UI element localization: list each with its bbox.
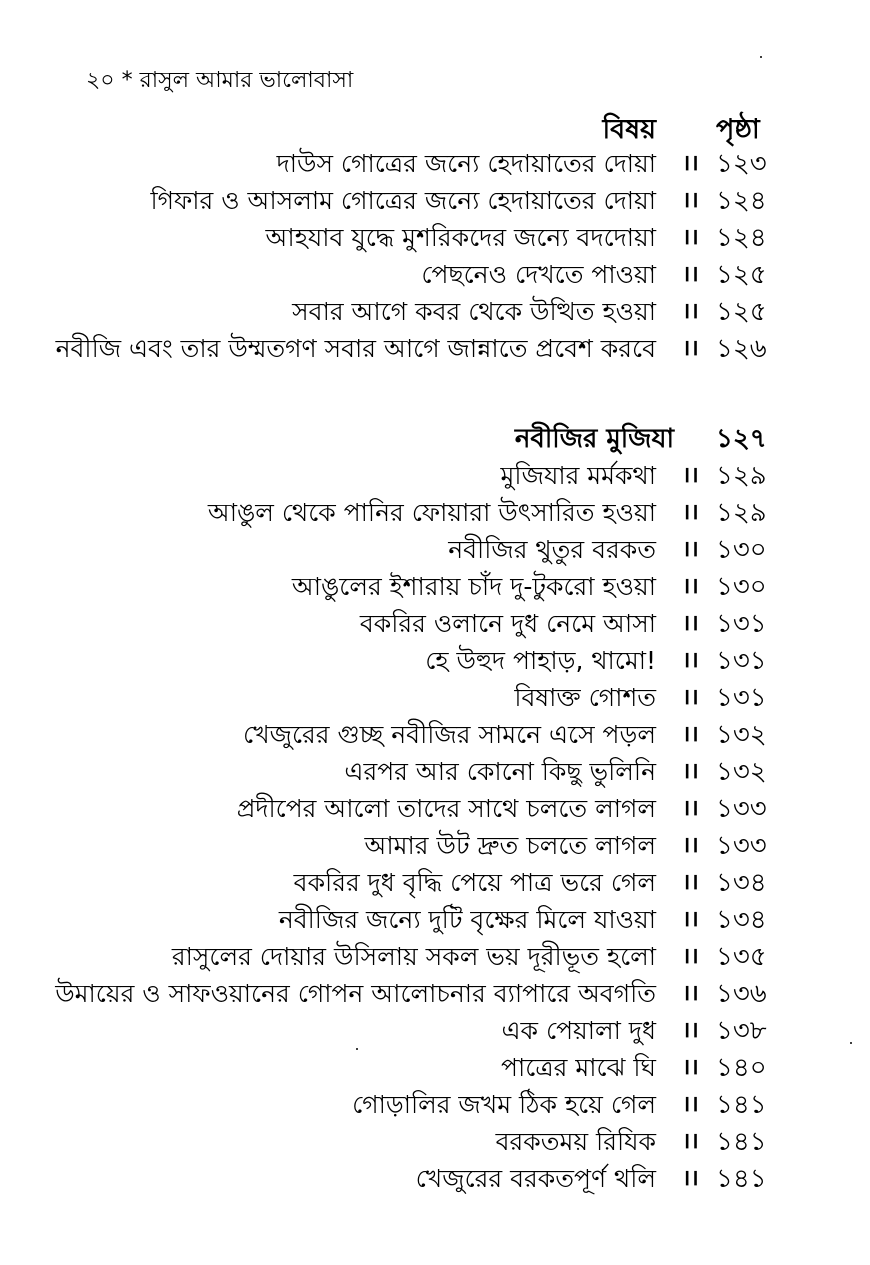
section-title: নবীজির মুজিযা bbox=[514, 424, 674, 454]
toc-entry-title: আমার উট দ্রুত চলতে লাগল bbox=[364, 831, 656, 860]
toc-entry-page: ১২৬ bbox=[716, 334, 767, 364]
toc-entry-title: এক পেয়ালা দুধ bbox=[501, 1016, 656, 1045]
toc-separator: ।। bbox=[682, 944, 699, 969]
toc-entry-title: নবীজি এবং তার উম্মতগণ সবার আগে জান্নাতে প্রবেশ করবে bbox=[55, 334, 656, 363]
toc-separator: ।। bbox=[682, 1018, 699, 1043]
toc-entry-title: মুজিযার মর্মকথা bbox=[500, 461, 656, 490]
toc-entry-title: পাত্রের মাঝে ঘি bbox=[501, 1053, 656, 1082]
toc-entry-page: ১২৪ bbox=[716, 186, 767, 216]
toc-entry-page: ১২৯ bbox=[716, 461, 767, 491]
toc-entry-page: ১৩০ bbox=[716, 572, 767, 602]
toc-entry-page: ১৩৪ bbox=[716, 868, 767, 898]
toc-row bbox=[0, 643, 870, 680]
running-head: ২০ * রাসুল আমার ভালোবাসা bbox=[86, 68, 354, 93]
toc-separator: ।। bbox=[682, 759, 699, 784]
toc-entry-title: খেজুরের গুচ্ছ নবীজির সামনে এসে পড়ল bbox=[243, 720, 656, 749]
toc-entry-title: বকরির ওলানে দুধ নেমে আসা bbox=[359, 609, 656, 638]
toc-entry-page: ১৩১ bbox=[716, 609, 767, 639]
toc-separator: ।। bbox=[682, 685, 699, 710]
toc-row bbox=[0, 458, 870, 495]
toc-entry-title: নবীজির জন্যে দুটি বৃক্ষের মিলে যাওয়া bbox=[278, 905, 656, 934]
toc-entry-title: গিফার ও আসলাম গোত্রের জন্যে হেদায়াতের দোয়া bbox=[150, 186, 656, 215]
toc-entry-page: ১২৩ bbox=[716, 149, 767, 179]
toc-row bbox=[0, 495, 870, 532]
toc-row bbox=[0, 865, 870, 902]
toc-entry-title: হে উহুদ পাহাড়, থামো! bbox=[425, 646, 656, 675]
toc-entry-title: সবার আগে কবর থেকে উত্থিত হওয়া bbox=[292, 297, 656, 326]
toc-separator: ।। bbox=[682, 796, 699, 821]
toc-entry-page: ১৩৫ bbox=[716, 942, 767, 972]
toc-separator: ।। bbox=[682, 1129, 699, 1154]
toc-entry-page: ১৩১ bbox=[716, 683, 767, 713]
scan-speck bbox=[760, 56, 762, 58]
toc-entry-page: ১৪১ bbox=[716, 1127, 767, 1157]
toc-row bbox=[0, 532, 870, 569]
toc-entry-title: বিষাক্ত গোশত bbox=[514, 683, 656, 712]
toc-entry-title: বকরির দুধ বৃদ্ধি পেয়ে পাত্র ভরে গেল bbox=[293, 868, 656, 897]
toc-separator: ।। bbox=[682, 870, 699, 895]
toc-row bbox=[0, 294, 870, 331]
toc-entry-page: ১৩৬ bbox=[716, 979, 767, 1009]
toc-entry-page: ১২৯ bbox=[716, 498, 767, 528]
toc-row bbox=[0, 1050, 870, 1087]
toc-row bbox=[0, 183, 870, 220]
toc-entry-page: ১৩৩ bbox=[716, 831, 767, 861]
toc-row bbox=[0, 680, 870, 717]
toc-entry-page: ১২৫ bbox=[716, 260, 767, 290]
toc-separator: ।। bbox=[682, 299, 699, 324]
toc-entry-page: ১৩২ bbox=[716, 757, 767, 787]
toc-separator: ।। bbox=[682, 463, 699, 488]
toc-separator: ।। bbox=[682, 1092, 699, 1117]
toc-entry-title: নবীজির থুতুর বরকত bbox=[448, 535, 656, 564]
table-of-contents bbox=[0, 146, 870, 1198]
toc-row bbox=[0, 902, 870, 939]
toc-entry-page: ১৪১ bbox=[716, 1090, 767, 1120]
toc-entry-page: ১২৪ bbox=[716, 223, 767, 253]
toc-row bbox=[0, 1087, 870, 1124]
toc-separator: ।। bbox=[682, 648, 699, 673]
toc-row bbox=[0, 220, 870, 257]
scan-speck bbox=[356, 1048, 358, 1050]
toc-row bbox=[0, 976, 870, 1013]
toc-entry-title: দাউস গোত্রের জন্যে হেদায়াতের দোয়া bbox=[276, 149, 656, 178]
toc-row bbox=[0, 1013, 870, 1050]
toc-separator: ।। bbox=[682, 833, 699, 858]
toc-entry-title: উমায়ের ও সাফওয়ানের গোপন আলোচনার ব্যাপারে অবগতি bbox=[55, 979, 656, 1008]
toc-separator: ।। bbox=[682, 500, 699, 525]
toc-entry-title: আঙুলের ইশারায় চাঁদ দু-টুকরো হওয়া bbox=[291, 572, 656, 601]
toc-entry-title: প্রদীপের আলো তাদের সাথে চলতে লাগল bbox=[236, 794, 656, 823]
toc-row bbox=[0, 331, 870, 368]
toc-separator: ।। bbox=[682, 722, 699, 747]
toc-entry-title: খেজুরের বরকতপূর্ণ থলি bbox=[415, 1164, 656, 1193]
toc-separator: ।। bbox=[682, 1055, 699, 1080]
toc-section-heading bbox=[0, 368, 870, 458]
toc-separator: ।। bbox=[682, 1166, 699, 1191]
toc-separator: ।। bbox=[682, 537, 699, 562]
toc-row bbox=[0, 791, 870, 828]
toc-entry-page: ১৩২ bbox=[716, 720, 767, 750]
toc-row bbox=[0, 1124, 870, 1161]
toc-row bbox=[0, 606, 870, 643]
toc-separator: ।। bbox=[682, 574, 699, 599]
toc-entry-page: ১২৫ bbox=[716, 297, 767, 327]
scan-speck bbox=[850, 1042, 852, 1044]
toc-row bbox=[0, 1161, 870, 1198]
toc-entry-page: ১৩১ bbox=[716, 646, 767, 676]
toc-entry-title: এরপর আর কোনো কিছু ভুলিনি bbox=[344, 757, 656, 786]
toc-row bbox=[0, 939, 870, 976]
toc-row bbox=[0, 754, 870, 791]
toc-row bbox=[0, 828, 870, 865]
toc-separator: ।। bbox=[682, 981, 699, 1006]
toc-separator: ।। bbox=[682, 188, 699, 213]
toc-entry-title: পেছনেও দেখতে পাওয়া bbox=[421, 260, 656, 289]
toc-separator: ।। bbox=[682, 611, 699, 636]
toc-row bbox=[0, 257, 870, 294]
toc-entry-title: আঙুল থেকে পানির ফোয়ারা উৎসারিত হওয়া bbox=[207, 498, 656, 527]
toc-separator: ।। bbox=[682, 225, 699, 250]
toc-separator: ।। bbox=[682, 151, 699, 176]
page-column-header: পৃষ্ঠা bbox=[716, 114, 760, 145]
toc-entry-page: ১৩৮ bbox=[716, 1016, 767, 1046]
toc-entry-page: ১৩৪ bbox=[716, 905, 767, 935]
toc-row bbox=[0, 146, 870, 183]
toc-entry-title: বরকতময় রিযিক bbox=[495, 1127, 656, 1156]
toc-row bbox=[0, 569, 870, 606]
toc-separator: ।। bbox=[682, 907, 699, 932]
toc-entry-page: ১৩৩ bbox=[716, 794, 767, 824]
toc-entry-page: ১৩০ bbox=[716, 535, 767, 565]
toc-row bbox=[0, 717, 870, 754]
toc-entry-page: ১৪১ bbox=[716, 1164, 767, 1194]
toc-entry-page: ১৪০ bbox=[716, 1053, 767, 1083]
subject-column-header: বিষয় bbox=[602, 114, 656, 145]
toc-entry-title: রাসুলের দোয়ার উসিলায় সকল ভয় দূরীভূত হলো bbox=[171, 942, 656, 971]
toc-entry-title: আহযাব যুদ্ধে মুশরিকদের জন্যে বদদোয়া bbox=[265, 223, 656, 252]
section-page: ১২৭ bbox=[716, 424, 767, 454]
toc-entry-title: গোড়ালির জখম ঠিক হয়ে গেল bbox=[352, 1090, 656, 1119]
toc-separator: ।। bbox=[682, 262, 699, 287]
toc-separator: ।। bbox=[682, 336, 699, 361]
